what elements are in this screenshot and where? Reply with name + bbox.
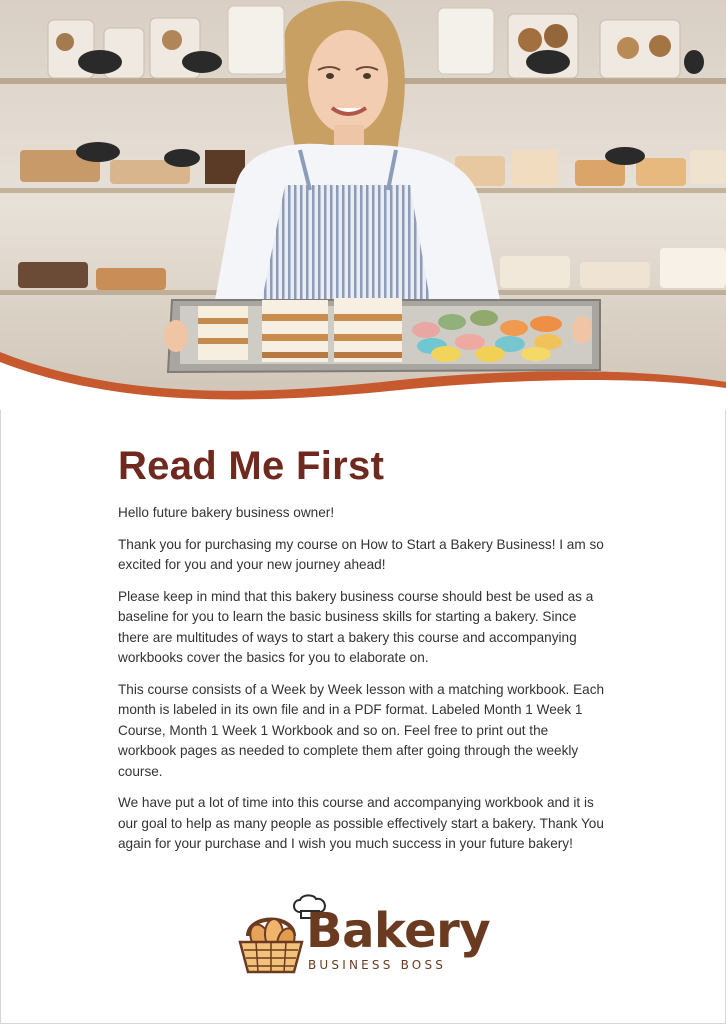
baker-photo-illustration [0, 0, 726, 410]
logo-tagline: BUSINESS BOSS [308, 958, 447, 972]
paragraph-baseline: Please keep in mind that this bakery business course should best be used as a baseline for you to learn the basic business skills for starting a bakery. Since there are multitudes of ways to start a bakery this course and accompanying workbooks cover the basics for you to elaborate on. [118, 588, 594, 665]
paragraph-greeting: Hello future bakery business owner! [118, 505, 335, 520]
body-copy [118, 503, 610, 866]
bakery-business-boss-logo [236, 890, 496, 980]
paragraph-structure: This course consists of a Week by Week lesson with a matching workbook. Each month is labeled in its own file and in a PDF format. Labeled Month 1 Week 1 Course, Month 1 Week 1 Workbook and so on. Feel free to print out the workbook pages as needed to complete them after going through the weekly course. [118, 681, 605, 779]
hero-photo [0, 0, 726, 410]
paragraph-closing: We have put a lot of time into this course and accompanying workbook and it is our goal to help as many people as possible effectively start a bakery. Thank You again for your purchase and I wish you much success in your future bakery! [118, 795, 604, 851]
paragraph-thanks: Thank you for purchasing my course on How to Start a Bakery Business! I am so excited for you and your new journey ahead! [118, 536, 604, 572]
page-title: Read Me First [118, 444, 385, 488]
logo-wordmark: Bakery [306, 903, 491, 959]
